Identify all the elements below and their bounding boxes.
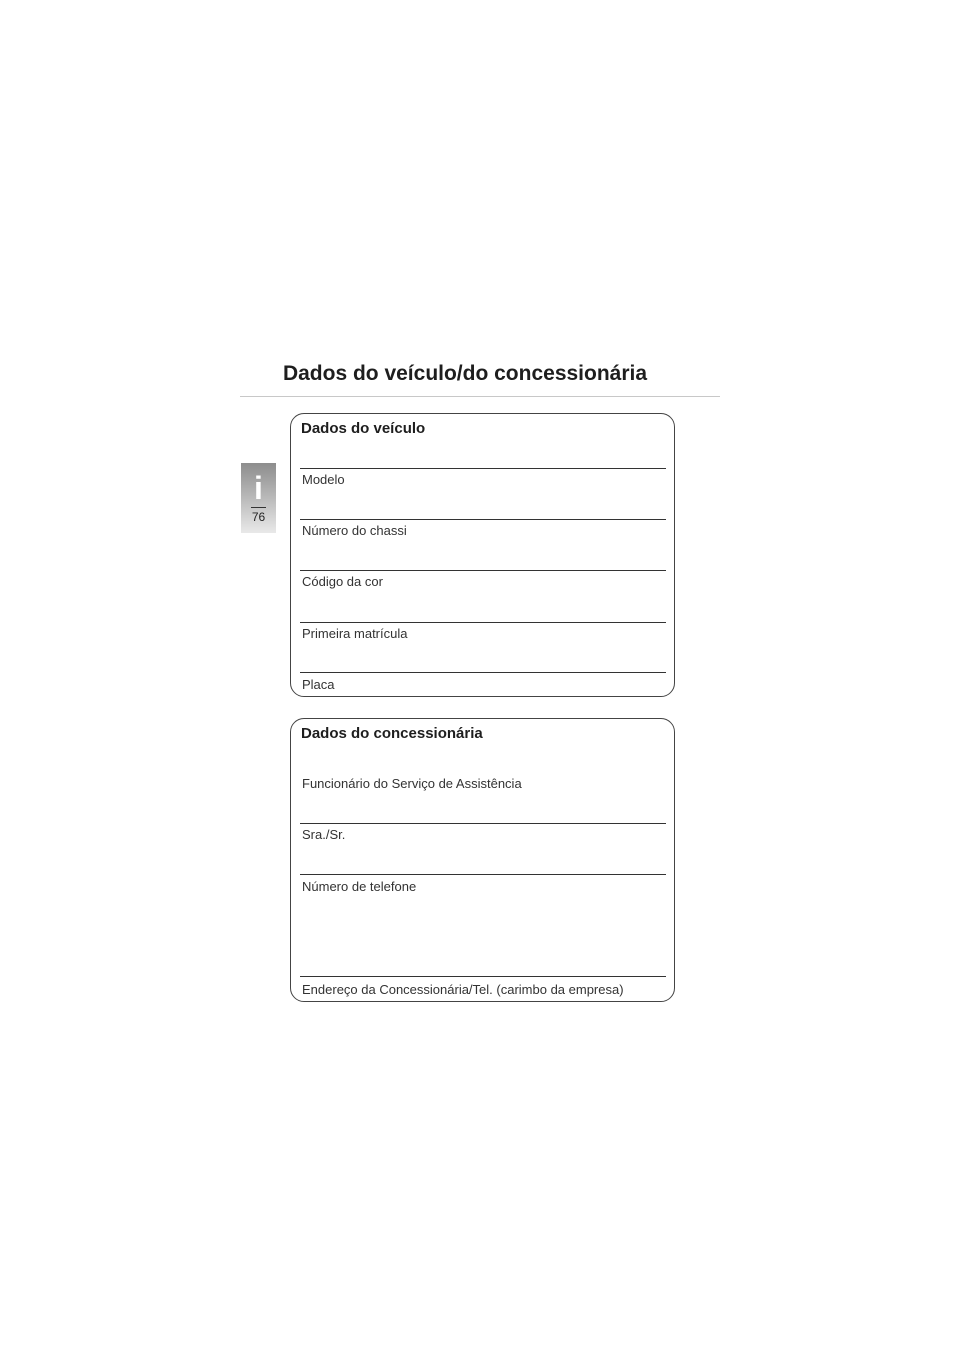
field-label-contact: Sra./Sr. xyxy=(302,827,346,842)
vehicle-box-title: Dados do veículo xyxy=(301,420,426,437)
page-number: 76 xyxy=(251,510,266,524)
field-label-model: Modelo xyxy=(302,472,345,487)
write-line-address xyxy=(300,976,666,977)
field-label-first-registration: Primeira matrícula xyxy=(302,626,408,641)
title-divider xyxy=(240,396,720,397)
write-line-contact xyxy=(300,823,666,824)
info-icon: i xyxy=(254,470,263,506)
field-label-chassis: Número do chassi xyxy=(302,523,407,538)
vehicle-data-box xyxy=(290,413,675,697)
field-label-address: Endereço da Concessionária/Tel. (carimbo da empresa) xyxy=(302,982,624,997)
field-label-phone: Número de telefone xyxy=(302,879,417,894)
field-label-plate: Placa xyxy=(302,677,335,692)
write-line-phone xyxy=(300,874,666,875)
page-title: Dados do veículo/do concessionária xyxy=(282,362,648,385)
field-label-service-employee: Funcionário do Serviço de Assistência xyxy=(302,776,522,791)
write-line-plate xyxy=(300,672,666,673)
field-label-color-code: Código da cor xyxy=(302,574,383,589)
write-line-color-code xyxy=(300,570,666,571)
write-line-first-registration xyxy=(300,622,666,623)
dealer-box-title: Dados do concessionária xyxy=(301,725,483,742)
tab-divider xyxy=(251,507,266,508)
write-line-chassis xyxy=(300,519,666,520)
write-line-model xyxy=(300,468,666,469)
section-tab xyxy=(241,463,276,533)
dealer-data-box xyxy=(290,718,675,1002)
